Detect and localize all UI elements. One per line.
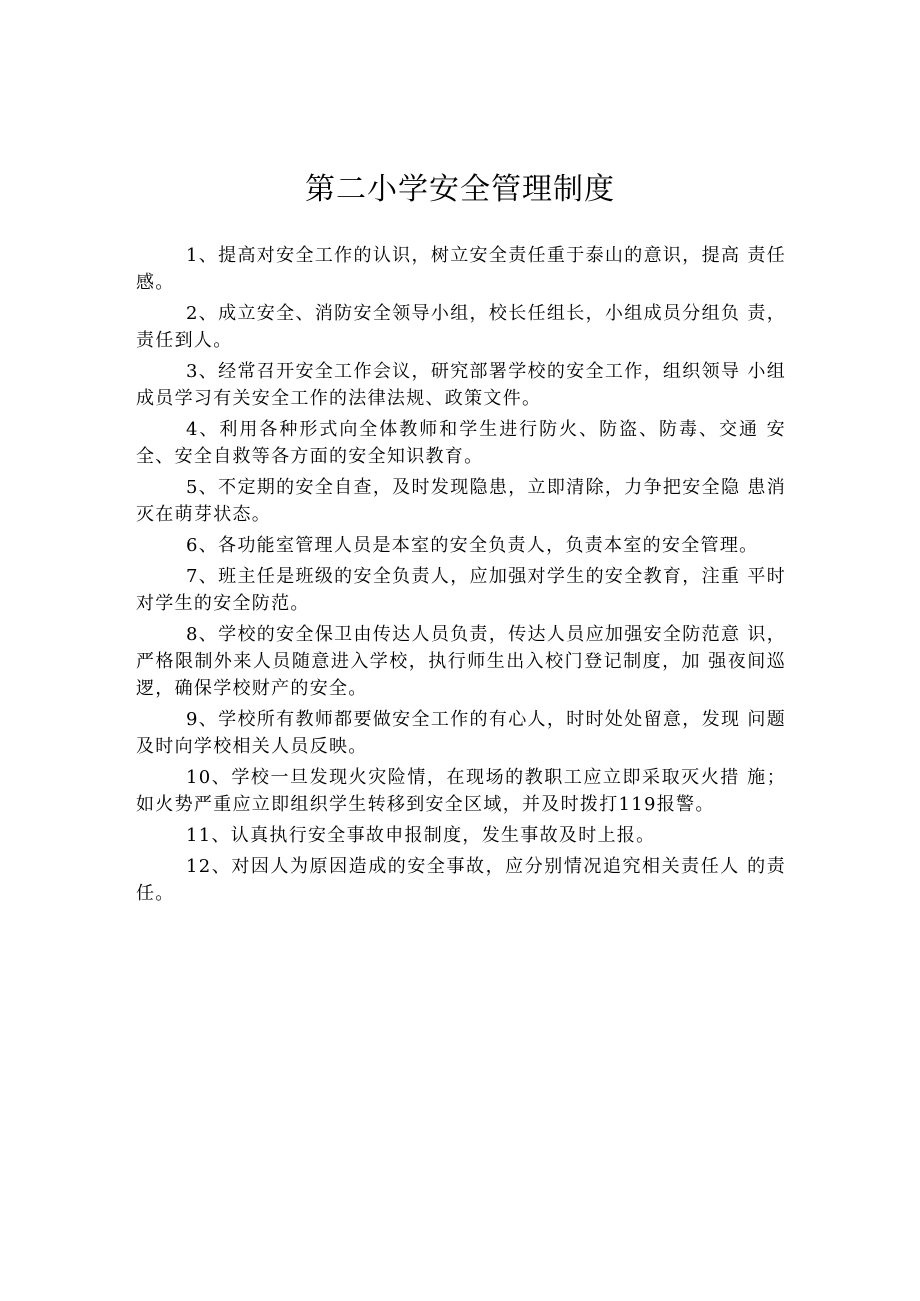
rule-paragraph-2: 2、成立安全、消防安全领导小组，校长任组长，小组成员分组负 责，责任到人。 — [136, 303, 786, 351]
document-title: 第二小学安全管理制度 — [305, 172, 615, 207]
rule-paragraph-7: 7、班主任是班级的安全负责人，应加强对学生的安全教育，注重 平时对学生的安全防范。 — [136, 566, 786, 614]
rule-paragraph-8: 8、学校的安全保卫由传达人员负责，传达人员应加强安全防范意 识，严格限制外来人员随意进入学校，执行师生出入校门登记制度，加 强夜间巡逻，确保学校财产的安全。 — [136, 624, 786, 699]
rule-paragraph-10: 10、学校一旦发现火灾险情，在现场的教职工应立即采取灭火措 施；如火势严重应立即组织学生转移到安全区域，并及时拨打119报警。 — [136, 767, 786, 815]
rule-paragraph-11: 11、认真执行安全事故申报制度，发生事故及时上报。 — [186, 825, 656, 846]
rule-paragraph-3: 3、经常召开安全工作会议，研究部署学校的安全工作，组织领导 小组成员学习有关安全工作的法律法规、政策文件。 — [136, 361, 786, 409]
rule-paragraph-6: 6、各功能室管理人员是本室的安全负责人，负责本室的安全管理。 — [186, 535, 759, 556]
rule-paragraph-12: 12、对因人为原因造成的安全事故，应分别情况追究相关责任人 的责任。 — [136, 856, 786, 904]
rule-paragraph-5: 5、不定期的安全自查，及时发现隐患，立即清除，力争把安全隐 患消灭在萌芽状态。 — [136, 477, 786, 525]
rule-paragraph-4: 4、利用各种形式向全体教师和学生进行防火、防盗、防毒、交通 安全、安全自救等各方面的安全知识教育。 — [136, 419, 786, 467]
rule-paragraph-9: 9、学校所有教师都要做安全工作的有心人，时时处处留意，发现 问题及时向学校相关人员反映。 — [136, 709, 786, 757]
document-body — [136, 242, 786, 911]
rule-paragraph-1: 1、提高对安全工作的认识，树立安全责任重于泰山的意识，提高 责任感。 — [136, 245, 786, 293]
